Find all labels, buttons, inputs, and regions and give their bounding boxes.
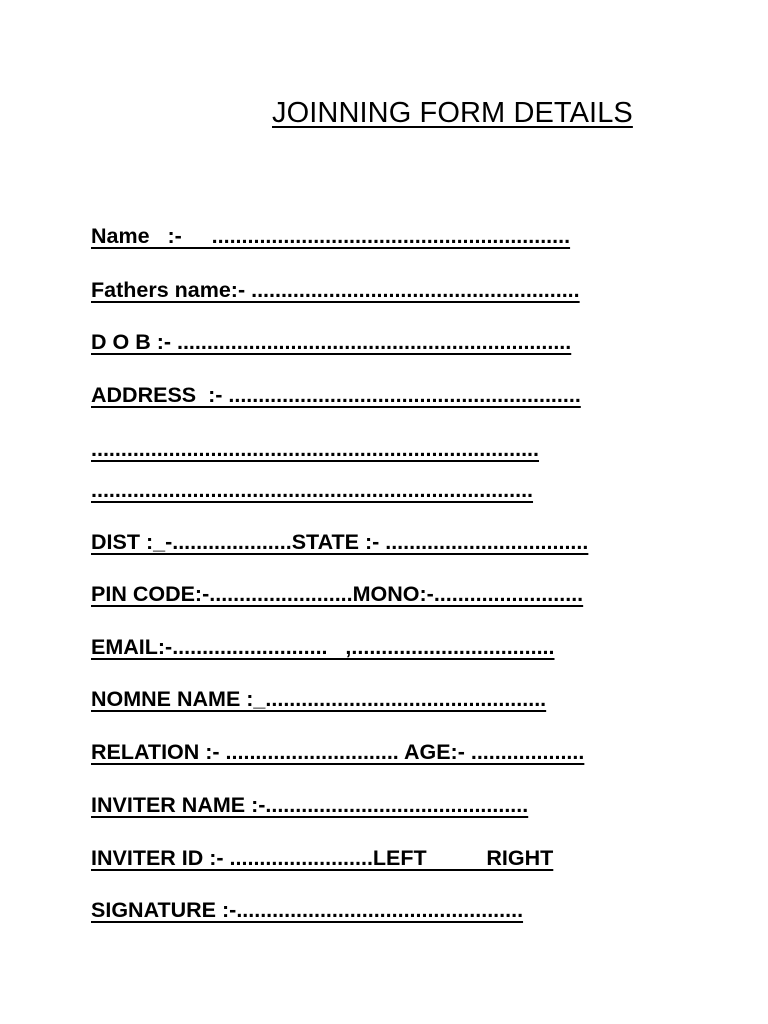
address-field-line: ADDRESS :- ........................................................... [91, 383, 581, 407]
nominee-name-field-line: NOMNE NAME :_............................................... [91, 687, 547, 711]
relation-age-field-line: RELATION :- ............................. AGE:- ................... [91, 740, 585, 764]
fathers-name-field-line: Fathers name:- ....................................................... [91, 278, 580, 302]
name-field-line: Name :- ............................................................ [91, 224, 571, 248]
pin-mono-field-line: PIN CODE:-........................MONO:-......................... [91, 582, 584, 606]
signature-field-line: SIGNATURE :-................................................ [91, 898, 524, 922]
inviter-name-field-line: INVITER NAME :-............................................ [91, 793, 529, 817]
inviter-id-field-line: INVITER ID :- ........................LEFT RIGHT [91, 846, 554, 870]
address-continuation-line-1: ........................................................................... [91, 437, 540, 461]
address-continuation-line-2: .......................................................................... [91, 478, 534, 502]
dist-state-field-line: DIST :_-....................STATE :- .................................. [91, 530, 589, 554]
form-title: JOINNING FORM DETAILS [272, 97, 633, 129]
dob-field-line: D O B :- .................................................................. [91, 330, 572, 354]
email-field-line: EMAIL:-.......................... ,.................................. [91, 635, 555, 659]
